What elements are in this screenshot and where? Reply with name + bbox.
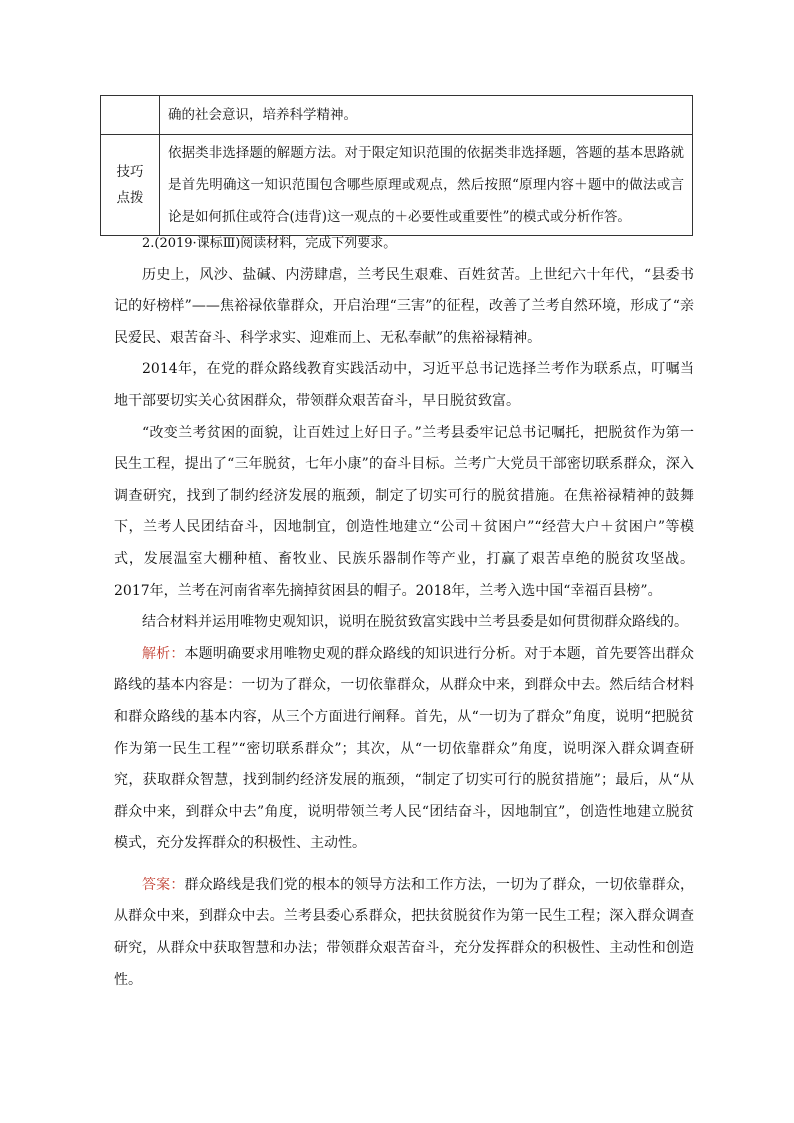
tip-table-empty-label-cell <box>101 96 160 135</box>
answer-label: 答案： <box>142 876 185 893</box>
tip-table-continued-text: 确的社会意识，培养科学精神。 <box>160 96 693 135</box>
material-paragraph-2: 2014年，在党的群众路线教育实践活动中，习近平总书记选择兰考作为联系点，叮嘱当地干部要切实关心贫困群众，带领群众艰苦奋斗，早日脱贫致富。 <box>114 361 694 409</box>
analysis-text: 本题明确要求用唯物史观的群众路线的知识进行分析。对于本题，首先要答出群众路线的基本内容是：一切为了群众，一切依靠群众，从群众中来，到群众中去。然后结合材料和群众路线的基本内容，从三个方面进行阐释。首先，从“一切为了群众”角度，说明“把脱贫作为第一民生工程”“密切联系群众”；其次，从“一切依靠群众”角度，说明深入群众调查研究，获取群众智慧，找到制约经济发展的瓶颈，“制定了切实可行的脱贫措施”；最后，从“从群众中来，到群众中去”角度，说明带领兰考人民“团结奋斗，因地制宜”，创造性地建立脱贫模式，充分发挥群众的积极性、主动性。 <box>114 645 695 852</box>
answer-text: 群众路线是我们党的根本的领导方法和工作方法，一切为了群众，一切依靠群众，从群众中来，到群众中去。兰考县委心系群众，把扶贫脱贫作为第一民生工程；深入群众调查研究，从群众中获取智慧和办法；带领群众艰苦奋斗，充分发挥群众的积极性、主动性和创造性。 <box>114 876 695 988</box>
question-prompt: 结合材料并运用唯物史观知识，说明在脱贫致富实践中兰考县委是如何贯彻群众路线的。 <box>142 614 688 631</box>
material-paragraph-1: 历史上，风沙、盐碱、内涝肆虐，兰考民生艰难、百姓贫苦。上世纪六十年代，“县委书记的好榜样”——焦裕禄依靠群众，开启治理“三害”的征程，改善了兰考自然环境，形成了“亲民爱民、艰苦奋斗、科学求实、迎难而上、无私奉献”的焦裕禄精神。 <box>114 266 694 346</box>
skill-label-line1: 技巧 <box>116 164 144 180</box>
tip-table-row-skill <box>101 135 693 236</box>
question-content <box>114 228 694 996</box>
analysis-label: 解析： <box>142 645 185 662</box>
tip-table-skill-text: 依据类非选择题的解题方法。对于限定知识范围的依据类非选择题，答题的基本思路就是首先明确这一知识范围包含哪些原理或观点，然后按照“原理内容＋题中的做法或言论是如何抓住或符合(违背)这一观点的＋必要性或重要性”的模式或分析作答。 <box>160 135 693 236</box>
material-paragraph-3: “改变兰考贫困的面貌，让百姓过上好日子。”兰考县委牢记总书记嘱托，把脱贫作为第一民生工程，提出了“三年脱贫，七年小康”的奋斗目标。兰考广大党员干部密切联系群众，深入调查研究，找到了制约经济发展的瓶颈，制定了切实可行的脱贫措施。在焦裕禄精神的鼓舞下，兰考人民团结奋斗，因地制宜，创造性地建立“公司＋贫困户”“经营大户＋贫困户”等模式，发展温室大棚种植、畜牧业、民族乐器制作等产业，打赢了艰苦卓绝的脱贫攻坚战。2017年，兰考在河南省率先摘掉贫困县的帽子。2018年，兰考入选中国“幸福百县榜”。 <box>114 424 694 599</box>
question-header: 2.(2019·课标Ⅲ)阅读材料，完成下列要求。 <box>142 236 397 251</box>
tip-table <box>100 95 693 236</box>
tip-table-skill-label <box>101 135 160 236</box>
tip-table-row-continued <box>101 96 693 135</box>
answer-paragraph <box>114 870 694 996</box>
analysis-paragraph <box>114 639 694 860</box>
skill-label-line2: 点拨 <box>116 190 144 206</box>
spacer <box>114 860 694 870</box>
